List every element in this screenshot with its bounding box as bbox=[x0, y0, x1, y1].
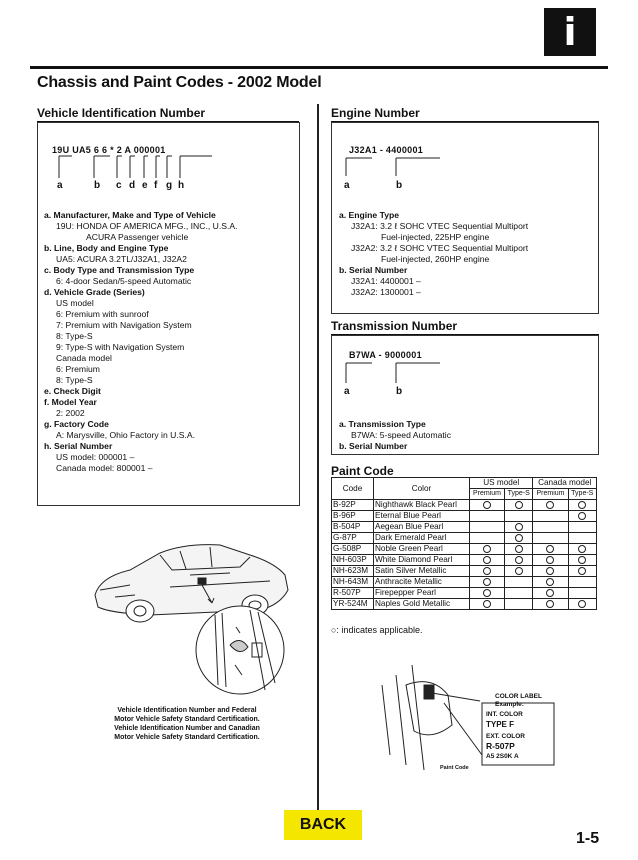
vin-location-caption: Vehicle Identification Number and Federal Motor Vehicle Safety Standard Certification. Vehicle Identification Number and Canadian Motor Vehicle Safety Standard Certification. bbox=[114, 707, 260, 741]
applicability-cell bbox=[568, 533, 597, 544]
applicability-cell bbox=[568, 599, 597, 610]
label-paint-code: R-507P bbox=[486, 741, 515, 751]
vin-section-title: Vehicle Identification Number bbox=[37, 106, 299, 123]
back-button[interactable]: BACK bbox=[284, 810, 362, 840]
header-rule bbox=[30, 66, 608, 69]
applicability-cell bbox=[568, 500, 597, 511]
col-header-code: Code bbox=[332, 478, 374, 500]
applicability-cell bbox=[505, 511, 533, 522]
engine-section-title: Engine Number bbox=[331, 106, 599, 123]
applicable-circle-icon bbox=[515, 523, 523, 531]
color-label-illustration bbox=[362, 645, 592, 775]
table-row bbox=[332, 599, 597, 610]
applicability-cell bbox=[533, 577, 568, 588]
paint-code-cell: NH-603P bbox=[332, 555, 374, 566]
applicable-circle-icon bbox=[578, 512, 586, 520]
table-row bbox=[332, 544, 597, 555]
applicable-circle-icon bbox=[546, 600, 554, 608]
table-row bbox=[332, 522, 597, 533]
applicable-circle-icon bbox=[515, 567, 523, 575]
applicability-cell bbox=[505, 566, 533, 577]
vin-description: a. Manufacturer, Make and Type of Vehicle 19U: HONDA OF AMERICA MFG., INC., U.S.A. ACURA Passenger vehicle b. Line, Body and Engine Type UA5: ACURA 3.2TL/J32A1, J32A2 c. Body Type and Transmission Type 6: 4-door Sedan/5-speed Automatic d. Vehicle Grade (Series) US model 6: Premium with sunroof 7: Premium with Navigation System 8: Type-S 9: Type-S with Navigation System Canada model 6: Premium 8: Type-S e. Check Digit f. Model Year 2: 2002 g. Factory Code A: Marysville, Ohio Factory in U.S.A. h. Serial Number US model: 000001 – Canada model: 800001 – bbox=[44, 210, 238, 473]
applicability-cell bbox=[533, 555, 568, 566]
paint-code-cell: B-92P bbox=[332, 500, 374, 511]
paint-code-cell: G-87P bbox=[332, 533, 374, 544]
paint-note: ○: indicates applicable. bbox=[331, 625, 423, 635]
applicable-circle-icon bbox=[578, 567, 586, 575]
applicability-cell bbox=[568, 511, 597, 522]
paint-code-cell: YR-524M bbox=[332, 599, 374, 610]
table-row bbox=[332, 577, 597, 588]
applicable-circle-icon bbox=[515, 556, 523, 564]
applicability-cell bbox=[505, 500, 533, 511]
applicability-cell bbox=[470, 511, 505, 522]
col-header-ca-types: Type-S bbox=[568, 489, 597, 500]
applicable-circle-icon bbox=[515, 534, 523, 542]
applicability-cell bbox=[505, 599, 533, 610]
applicable-circle-icon bbox=[546, 567, 554, 575]
color-label-example: Example: bbox=[495, 701, 524, 708]
paint-code-cell: B-96P bbox=[332, 511, 374, 522]
applicability-cell bbox=[505, 577, 533, 588]
paint-code-cell: NH-643M bbox=[332, 577, 374, 588]
table-row bbox=[332, 566, 597, 577]
applicability-cell bbox=[533, 522, 568, 533]
paint-color-cell: White Diamond Pearl bbox=[374, 555, 470, 566]
label-int-color: INT. COLOR bbox=[486, 711, 523, 718]
applicable-circle-icon bbox=[578, 600, 586, 608]
applicability-cell bbox=[533, 533, 568, 544]
paint-code-callout: Paint Code bbox=[440, 765, 469, 771]
applicable-circle-icon bbox=[578, 545, 586, 553]
paint-color-cell: Eternal Blue Pearl bbox=[374, 511, 470, 522]
paint-section-title: Paint Code bbox=[331, 464, 394, 478]
col-header-us: US model bbox=[470, 478, 533, 489]
applicability-cell bbox=[568, 577, 597, 588]
applicable-circle-icon bbox=[483, 600, 491, 608]
paint-color-cell: Noble Green Pearl bbox=[374, 544, 470, 555]
column-divider bbox=[317, 104, 319, 820]
info-icon: i bbox=[544, 8, 596, 56]
applicability-cell bbox=[470, 599, 505, 610]
applicability-cell bbox=[470, 500, 505, 511]
transmission-section-title: Transmission Number bbox=[331, 319, 599, 336]
label-type: TYPE F bbox=[486, 720, 515, 729]
applicability-cell bbox=[568, 566, 597, 577]
applicable-circle-icon bbox=[546, 501, 554, 509]
paint-code-cell: R-507P bbox=[332, 588, 374, 599]
applicability-cell bbox=[470, 522, 505, 533]
applicable-circle-icon bbox=[546, 545, 554, 553]
applicable-circle-icon bbox=[483, 556, 491, 564]
applicability-cell bbox=[505, 555, 533, 566]
applicable-circle-icon bbox=[515, 501, 523, 509]
applicability-cell bbox=[470, 544, 505, 555]
transmission-description: a. Transmission Type B7WA: 5-speed Automatic b. Serial Number bbox=[339, 419, 451, 451]
paint-code-cell: G-508P bbox=[332, 544, 374, 555]
applicable-circle-icon bbox=[483, 589, 491, 597]
applicability-cell bbox=[568, 555, 597, 566]
applicable-circle-icon bbox=[578, 556, 586, 564]
table-row bbox=[332, 555, 597, 566]
applicability-cell bbox=[505, 533, 533, 544]
paint-color-cell: Anthracite Metallic bbox=[374, 577, 470, 588]
page-number: 1-5 bbox=[576, 830, 600, 847]
page-title: Chassis and Paint Codes - 2002 Model bbox=[37, 74, 322, 91]
applicable-circle-icon bbox=[483, 501, 491, 509]
col-header-us-types: Type-S bbox=[505, 489, 533, 500]
label-sub-code: A5 2S0K A bbox=[486, 753, 519, 760]
applicable-circle-icon bbox=[483, 578, 491, 586]
color-label-title: COLOR LABEL bbox=[495, 693, 542, 700]
applicability-cell bbox=[533, 566, 568, 577]
applicability-cell bbox=[568, 522, 597, 533]
paint-color-cell: Firepepper Pearl bbox=[374, 588, 470, 599]
engine-code: J32A1 - 4400001 bbox=[349, 145, 424, 155]
applicable-circle-icon bbox=[483, 567, 491, 575]
engine-description: a. Engine Type J32A1: 3.2 ℓ SOHC VTEC Sequential Multiport Fuel-injected, 225HP engine J32A2: 3.2 ℓ SOHC VTEC Sequential Multiport Fuel-injected, 260HP engine b. Serial Number J32A1: 4400001 – J32A2: 1300001 – bbox=[339, 210, 529, 297]
applicability-cell bbox=[505, 588, 533, 599]
applicability-cell bbox=[533, 588, 568, 599]
applicability-cell bbox=[470, 588, 505, 599]
transmission-code: B7WA - 9000001 bbox=[349, 350, 422, 360]
applicable-circle-icon bbox=[546, 578, 554, 586]
paint-color-cell: Aegean Blue Pearl bbox=[374, 522, 470, 533]
applicable-circle-icon bbox=[483, 545, 491, 553]
applicability-cell bbox=[568, 544, 597, 555]
col-header-ca-premium: Premium bbox=[533, 489, 568, 500]
paint-code-cell: NH-623M bbox=[332, 566, 374, 577]
paint-color-cell: Nighthawk Black Pearl bbox=[374, 500, 470, 511]
applicability-cell bbox=[533, 544, 568, 555]
col-header-us-premium: Premium bbox=[470, 489, 505, 500]
paint-code-cell: B-504P bbox=[332, 522, 374, 533]
applicable-circle-icon bbox=[546, 556, 554, 564]
applicability-cell bbox=[470, 566, 505, 577]
table-row bbox=[332, 533, 597, 544]
applicability-cell bbox=[568, 588, 597, 599]
paint-color-cell: Naples Gold Metallic bbox=[374, 599, 470, 610]
applicable-circle-icon bbox=[578, 501, 586, 509]
col-header-color: Color bbox=[374, 478, 470, 500]
applicability-cell bbox=[470, 555, 505, 566]
paint-code-table bbox=[331, 477, 597, 610]
applicability-cell bbox=[470, 533, 505, 544]
vin-code: 19U UA5 6 6 * 2 A 000001 bbox=[52, 145, 166, 155]
table-row bbox=[332, 588, 597, 599]
col-header-canada: Canada model bbox=[533, 478, 597, 489]
applicability-cell bbox=[533, 500, 568, 511]
table-row bbox=[332, 511, 597, 522]
applicability-cell bbox=[533, 599, 568, 610]
table-row bbox=[332, 500, 597, 511]
car-illustration bbox=[90, 515, 300, 705]
applicable-circle-icon bbox=[546, 589, 554, 597]
applicability-cell bbox=[505, 544, 533, 555]
applicability-cell bbox=[470, 577, 505, 588]
label-ext-color: EXT. COLOR bbox=[486, 733, 526, 740]
paint-color-cell: Satin Silver Metallic bbox=[374, 566, 470, 577]
applicable-circle-icon bbox=[515, 545, 523, 553]
applicability-cell bbox=[505, 522, 533, 533]
paint-color-cell: Dark Emerald Pearl bbox=[374, 533, 470, 544]
applicability-cell bbox=[533, 511, 568, 522]
